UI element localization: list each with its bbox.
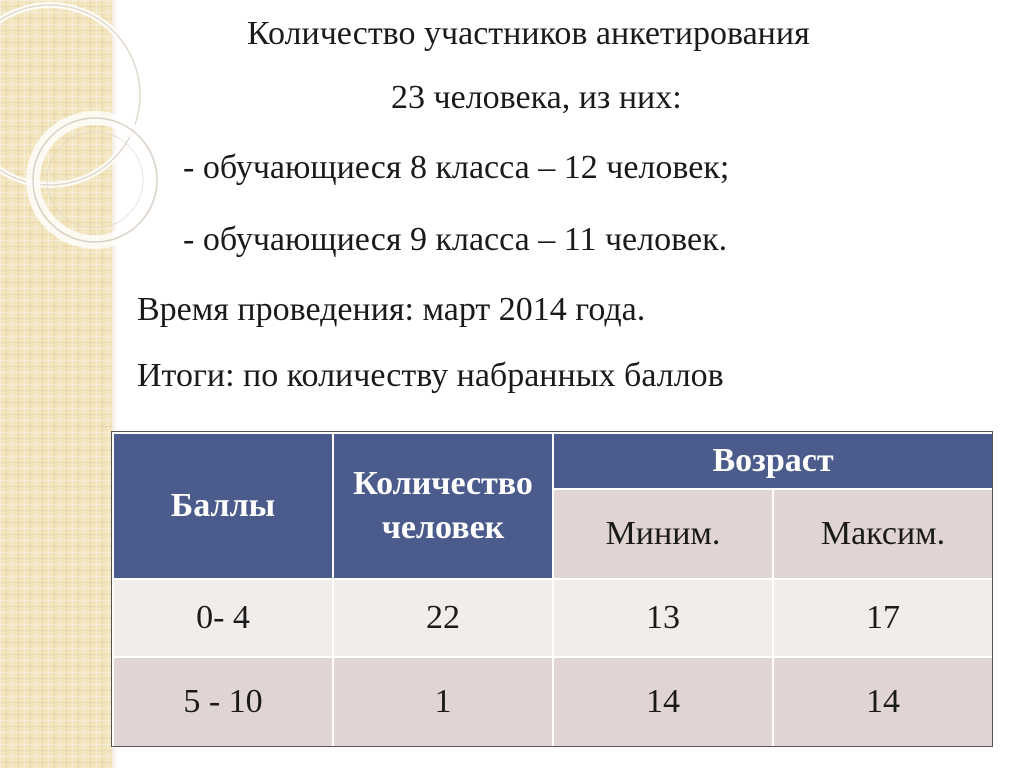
header-points: Баллы: [113, 433, 333, 579]
grade9-count: - обучающиеся 9 класса – 11 человек.: [183, 221, 728, 258]
cell-age-max: 17: [773, 579, 993, 657]
header-age-max: Максим.: [773, 489, 993, 579]
results-heading: Итоги: по количеству набранных баллов: [137, 357, 724, 394]
table-row: [113, 579, 993, 657]
header-count-line2: человек: [381, 509, 505, 546]
grade8-count: - обучающиеся 8 класса – 12 человек;: [183, 149, 730, 186]
cell-points: 0- 4: [113, 579, 333, 657]
results-table: [112, 432, 994, 748]
cell-count: 22: [333, 579, 553, 657]
participant-total: 23 человека, из них:: [391, 79, 682, 116]
header-count: [333, 433, 553, 579]
survey-title: Количество участников анкетирования: [247, 15, 810, 52]
header-age-min: Миним.: [553, 489, 773, 579]
header-age: Возраст: [553, 433, 993, 489]
table-row: [113, 657, 993, 747]
cell-age-max: 14: [773, 657, 993, 747]
cell-points: 5 - 10: [113, 657, 333, 747]
cell-count: 1: [333, 657, 553, 747]
survey-time: Время проведения: март 2014 года.: [137, 291, 646, 328]
decorative-circles: [0, 0, 200, 300]
cell-age-min: 14: [553, 657, 773, 747]
header-count-line1: Количество: [353, 465, 533, 502]
cell-age-min: 13: [553, 579, 773, 657]
